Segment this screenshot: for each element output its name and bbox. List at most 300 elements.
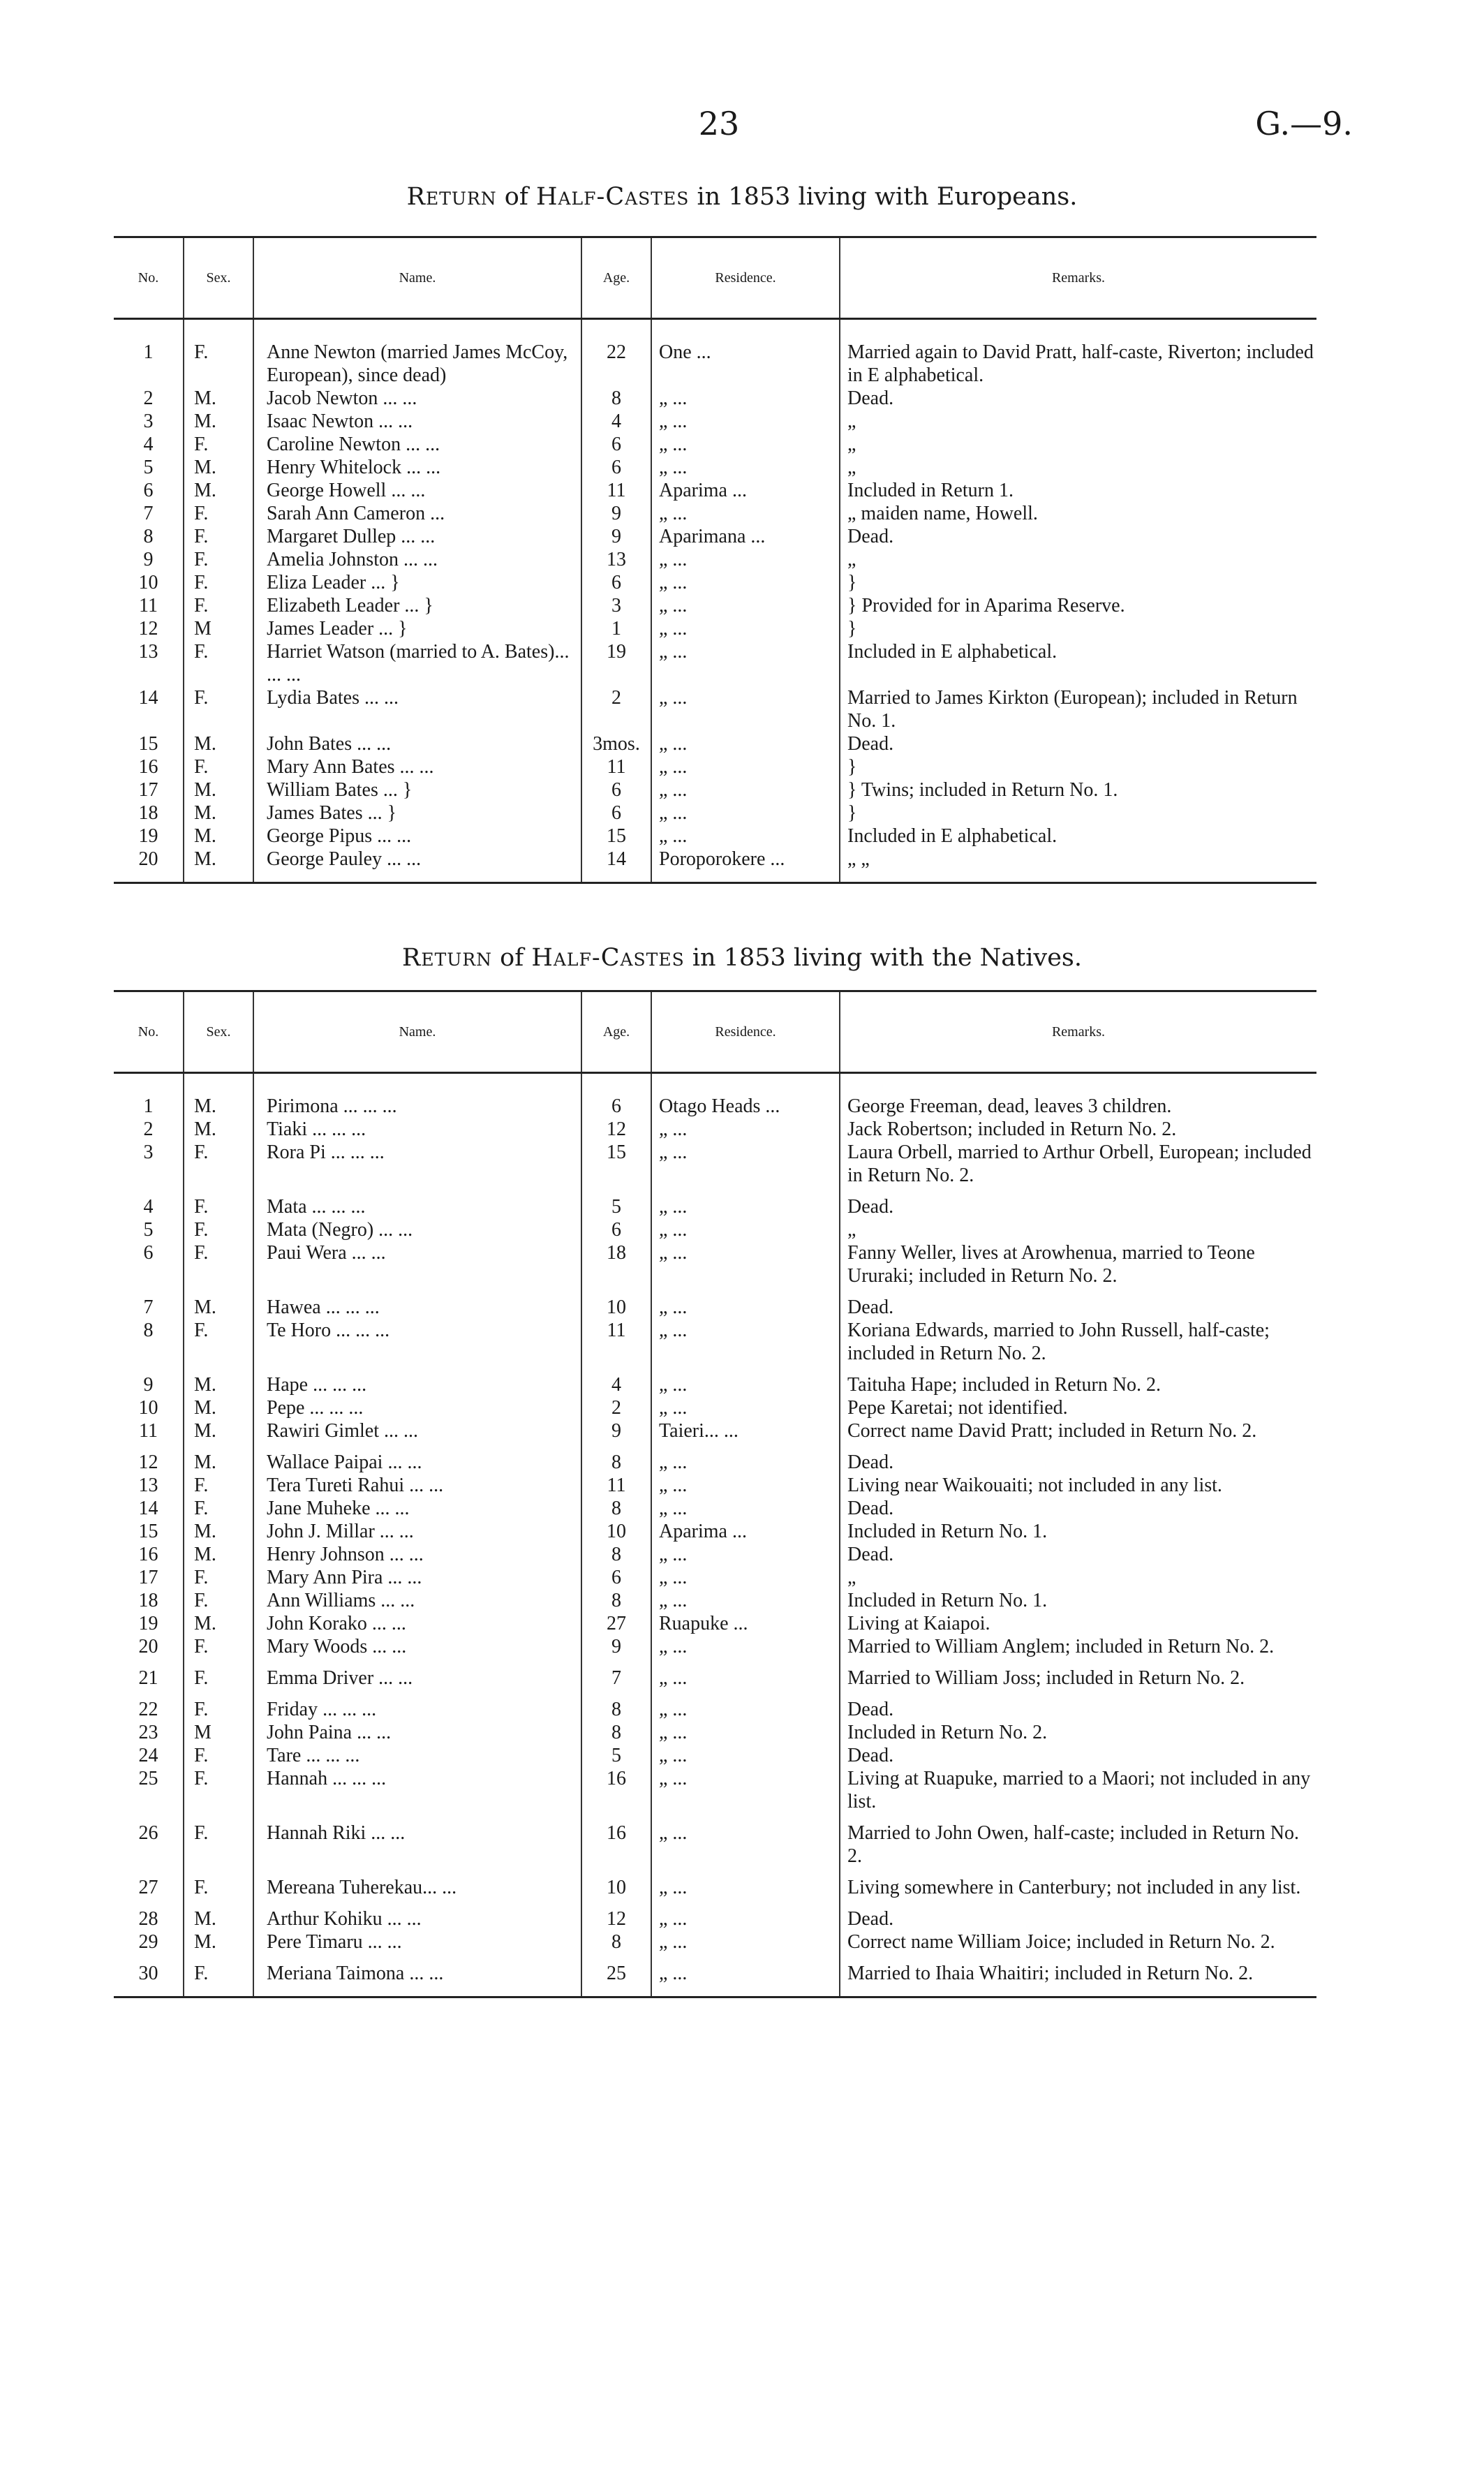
table-row xyxy=(114,1543,1316,1566)
cell-remarks: Dead. xyxy=(847,1908,894,1930)
cell-name: Mereana Tuherekau... ... xyxy=(253,1868,581,1899)
cell-sex: F. xyxy=(184,1141,253,1187)
cell-no: 13 xyxy=(114,640,184,686)
cell-age: 8 xyxy=(581,387,651,410)
cell-no: 12 xyxy=(114,1442,184,1474)
cell-no: 6 xyxy=(114,1241,184,1287)
cell-residence: „ ... xyxy=(651,825,840,848)
cell-name: Amelia Johnston ... ... xyxy=(253,548,581,571)
cell-age: 11 xyxy=(581,1474,651,1497)
cell-no: 25 xyxy=(114,1767,184,1813)
cell-remarks: Correct name William Joice; included in Return No. 2. xyxy=(847,1931,1275,1953)
cell-remarks: Jack Robertson; included in Return No. 2. xyxy=(847,1118,1177,1140)
cell-sex: F. xyxy=(184,1953,253,1997)
cell-residence: „ ... xyxy=(651,1658,840,1690)
cell-age: 22 xyxy=(581,319,651,387)
table-row xyxy=(114,571,1316,594)
cell-residence: „ ... xyxy=(651,1635,840,1658)
cell-name: Pere Timaru ... ... xyxy=(253,1930,581,1953)
table1-title xyxy=(0,183,1484,211)
cell-sex: F. xyxy=(184,502,253,525)
table-row xyxy=(114,1319,1316,1365)
cell-name: Paui Wera ... ... xyxy=(253,1241,581,1287)
table2-title-prefix: Return xyxy=(401,944,493,972)
cell-residence: Aparima ... xyxy=(651,479,840,502)
natives-return-table xyxy=(114,990,1316,1998)
cell-no: 19 xyxy=(114,825,184,848)
table-row xyxy=(114,1141,1316,1187)
cell-no: 3 xyxy=(114,1141,184,1187)
cell-name: Jane Muheke ... ... xyxy=(253,1497,581,1520)
cell-residence: „ ... xyxy=(651,1767,840,1813)
cell-sex: F. xyxy=(184,548,253,571)
cell-name: Rawiri Gimlet ... ... xyxy=(253,1419,581,1442)
cell-remarks: Dead. xyxy=(847,387,894,409)
cell-no: 9 xyxy=(114,548,184,571)
cell-sex: M. xyxy=(184,848,253,883)
table-row xyxy=(114,410,1316,433)
cell-remarks: Married to William Joss; included in Return No. 2. xyxy=(847,1667,1245,1689)
cell-residence: „ ... xyxy=(651,1566,840,1589)
cell-no: 3 xyxy=(114,410,184,433)
cell-name: Mata (Negro) ... ... xyxy=(253,1218,581,1241)
cell-age: 13 xyxy=(581,548,651,571)
cell-residence: „ ... xyxy=(651,1474,840,1497)
table-row xyxy=(114,1474,1316,1497)
table2-title-of: of xyxy=(500,944,524,972)
cell-sex: F. xyxy=(184,1218,253,1241)
cell-no: 12 xyxy=(114,617,184,640)
table-row xyxy=(114,732,1316,755)
cell-age: 6 xyxy=(581,1218,651,1241)
cell-remarks: Living at Kaiapoi. xyxy=(847,1613,990,1634)
table-row xyxy=(114,1953,1316,1997)
table-row xyxy=(114,502,1316,525)
cell-residence: „ ... xyxy=(651,686,840,732)
cell-name: William Bates ... } xyxy=(253,778,581,802)
cell-remarks: Dead. xyxy=(847,1544,894,1565)
cell-name: Friday ... ... ... xyxy=(253,1690,581,1721)
cell-age: 7 xyxy=(581,1658,651,1690)
cell-age: 14 xyxy=(581,848,651,883)
cell-no: 8 xyxy=(114,1319,184,1365)
cell-residence: Ruapuke ... xyxy=(651,1612,840,1635)
cell-no: 17 xyxy=(114,1566,184,1589)
cell-name: Meriana Taimona ... ... xyxy=(253,1953,581,1997)
cell-age: 6 xyxy=(581,433,651,456)
table-row xyxy=(114,1497,1316,1520)
table2-title-rest: in 1853 living with the Natives. xyxy=(692,944,1082,972)
cell-remarks: } xyxy=(847,572,857,593)
cell-remarks: „ xyxy=(847,1219,856,1241)
table-row xyxy=(114,755,1316,778)
cell-residence: „ ... xyxy=(651,778,840,802)
table-row xyxy=(114,802,1316,825)
cell-no: 22 xyxy=(114,1690,184,1721)
cell-name: Hannah Riki ... ... xyxy=(253,1813,581,1868)
cell-remarks: „ xyxy=(847,457,856,478)
cell-remarks: Included in Return No. 2. xyxy=(847,1722,1048,1743)
cell-no: 2 xyxy=(114,387,184,410)
cell-residence: „ ... xyxy=(651,433,840,456)
cell-age: 12 xyxy=(581,1118,651,1141)
cell-remarks: Taituha Hape; included in Return No. 2. xyxy=(847,1374,1162,1396)
cell-sex: M. xyxy=(184,1520,253,1543)
cell-sex: F. xyxy=(184,640,253,686)
table-header-row xyxy=(114,237,1316,319)
cell-remarks: Correct name David Pratt; included in Return No. 2. xyxy=(847,1420,1257,1442)
cell-name: Sarah Ann Cameron ... xyxy=(253,502,581,525)
cell-residence: „ ... xyxy=(651,1744,840,1767)
cell-sex: M xyxy=(184,617,253,640)
cell-remarks: Dead. xyxy=(847,1498,894,1519)
cell-name: James Bates ... } xyxy=(253,802,581,825)
cell-sex: M xyxy=(184,1721,253,1744)
cell-remarks: „ xyxy=(847,1567,856,1588)
cell-no: 19 xyxy=(114,1612,184,1635)
cell-remarks: Included in Return No. 1. xyxy=(847,1590,1048,1611)
cell-age: 4 xyxy=(581,410,651,433)
cell-sex: F. xyxy=(184,433,253,456)
cell-sex: F. xyxy=(184,1566,253,1589)
cell-age: 12 xyxy=(581,1899,651,1930)
cell-age: 8 xyxy=(581,1497,651,1520)
cell-name: Elizabeth Leader ... } xyxy=(253,594,581,617)
cell-residence: „ ... xyxy=(651,1365,840,1396)
cell-age: 18 xyxy=(581,1241,651,1287)
table-row xyxy=(114,1419,1316,1442)
cell-no: 10 xyxy=(114,1396,184,1419)
cell-sex: M. xyxy=(184,732,253,755)
cell-age: 6 xyxy=(581,778,651,802)
cell-name: Hannah ... ... ... xyxy=(253,1767,581,1813)
cell-sex: M. xyxy=(184,1543,253,1566)
cell-sex: F. xyxy=(184,686,253,732)
cell-no: 2 xyxy=(114,1118,184,1141)
cell-age: 15 xyxy=(581,825,651,848)
cell-residence: One ... xyxy=(651,319,840,387)
cell-residence: „ ... xyxy=(651,1543,840,1566)
cell-residence: „ ... xyxy=(651,1953,840,1997)
cell-age: 27 xyxy=(581,1612,651,1635)
cell-age: 6 xyxy=(581,802,651,825)
cell-sex: M. xyxy=(184,1073,253,1118)
cell-sex: M. xyxy=(184,1899,253,1930)
cell-age: 8 xyxy=(581,1543,651,1566)
cell-name: George Howell ... ... xyxy=(253,479,581,502)
cell-no: 15 xyxy=(114,1520,184,1543)
page-number: 23 xyxy=(698,105,740,142)
cell-name: Margaret Dullep ... ... xyxy=(253,525,581,548)
cell-residence: „ ... xyxy=(651,1218,840,1241)
cell-remarks: Dead. xyxy=(847,1745,894,1766)
cell-age: 5 xyxy=(581,1744,651,1767)
table-row xyxy=(114,1690,1316,1721)
cell-residence: „ ... xyxy=(651,640,840,686)
table-row xyxy=(114,1658,1316,1690)
table-header-row xyxy=(114,991,1316,1073)
cell-remarks: Dead. xyxy=(847,1297,894,1318)
cell-residence: „ ... xyxy=(651,456,840,479)
cell-remarks: } Twins; included in Return No. 1. xyxy=(847,779,1118,801)
cell-remarks: Included in Return 1. xyxy=(847,480,1014,501)
cell-name: Henry Whitelock ... ... xyxy=(253,456,581,479)
cell-no: 5 xyxy=(114,1218,184,1241)
table1-title-of: of xyxy=(504,183,528,211)
table-row xyxy=(114,848,1316,883)
cell-age: 8 xyxy=(581,1690,651,1721)
table-row xyxy=(114,433,1316,456)
cell-no: 9 xyxy=(114,1365,184,1396)
header-sex: Sex. xyxy=(184,237,253,319)
cell-sex: F. xyxy=(184,525,253,548)
cell-remarks: Dead. xyxy=(847,1699,894,1720)
cell-residence: „ ... xyxy=(651,802,840,825)
cell-age: 10 xyxy=(581,1287,651,1319)
cell-age: 11 xyxy=(581,755,651,778)
cell-remarks: Koriana Edwards, married to John Russell, half-caste; included in Return No. 2. xyxy=(847,1320,1270,1364)
document-code: G.—9. xyxy=(1255,105,1353,142)
cell-residence: „ ... xyxy=(651,1396,840,1419)
cell-name: James Leader ... } xyxy=(253,617,581,640)
cell-sex: M. xyxy=(184,1612,253,1635)
cell-remarks: Living at Ruapuke, married to a Maori; not included in any list. xyxy=(847,1768,1311,1812)
cell-remarks: } Provided for in Aparima Reserve. xyxy=(847,595,1125,616)
cell-age: 6 xyxy=(581,571,651,594)
table-row xyxy=(114,1930,1316,1953)
cell-sex: M. xyxy=(184,1365,253,1396)
cell-residence: „ ... xyxy=(651,755,840,778)
cell-no: 20 xyxy=(114,848,184,883)
cell-residence: „ ... xyxy=(651,1497,840,1520)
cell-residence: „ ... xyxy=(651,1287,840,1319)
cell-age: 6 xyxy=(581,1073,651,1118)
cell-no: 17 xyxy=(114,778,184,802)
cell-remarks: } xyxy=(847,618,857,640)
cell-residence: Aparimana ... xyxy=(651,525,840,548)
cell-remarks: Included in Return No. 1. xyxy=(847,1521,1048,1542)
cell-age: 2 xyxy=(581,686,651,732)
cell-remarks: Living somewhere in Canterbury; not included in any list. xyxy=(847,1877,1301,1898)
cell-age: 10 xyxy=(581,1520,651,1543)
cell-remarks: Pepe Karetai; not identified. xyxy=(847,1397,1068,1419)
table2-title-sc: Half-Castes xyxy=(531,944,685,972)
table-row xyxy=(114,525,1316,548)
cell-sex: F. xyxy=(184,1497,253,1520)
cell-no: 14 xyxy=(114,1497,184,1520)
table-row xyxy=(114,594,1316,617)
table-row xyxy=(114,1365,1316,1396)
cell-no: 5 xyxy=(114,456,184,479)
cell-sex: F. xyxy=(184,1744,253,1767)
cell-remarks: } xyxy=(847,802,857,824)
cell-name: Mary Woods ... ... xyxy=(253,1635,581,1658)
table-row xyxy=(114,778,1316,802)
cell-name: Tare ... ... ... xyxy=(253,1744,581,1767)
cell-name: Pepe ... ... ... xyxy=(253,1396,581,1419)
table-row xyxy=(114,1721,1316,1744)
table-row xyxy=(114,1635,1316,1658)
cell-residence: „ ... xyxy=(651,1187,840,1218)
cell-residence: „ ... xyxy=(651,1690,840,1721)
cell-remarks: Included in E alphabetical. xyxy=(847,641,1058,663)
cell-residence: „ ... xyxy=(651,1141,840,1187)
cell-name: Caroline Newton ... ... xyxy=(253,433,581,456)
cell-age: 16 xyxy=(581,1813,651,1868)
table-row xyxy=(114,1187,1316,1218)
cell-residence: Taieri... ... xyxy=(651,1419,840,1442)
cell-sex: F. xyxy=(184,1767,253,1813)
table1-title-sc: Half-Castes xyxy=(535,183,690,211)
cell-age: 2 xyxy=(581,1396,651,1419)
table2-title xyxy=(0,944,1484,972)
cell-name: Isaac Newton ... ... xyxy=(253,410,581,433)
cell-sex: F. xyxy=(184,1187,253,1218)
cell-sex: M. xyxy=(184,1442,253,1474)
header-no: No. xyxy=(114,991,184,1073)
cell-age: 4 xyxy=(581,1365,651,1396)
cell-age: 25 xyxy=(581,1953,651,1997)
cell-remarks: Dead. xyxy=(847,733,894,755)
cell-no: 11 xyxy=(114,1419,184,1442)
cell-age: 6 xyxy=(581,456,651,479)
cell-residence: „ ... xyxy=(651,1118,840,1141)
cell-remarks: Married to William Anglem; included in Return No. 2. xyxy=(847,1636,1275,1657)
cell-remarks: Married again to David Pratt, half-caste, Riverton; included in E alphabetical. xyxy=(847,341,1314,386)
cell-sex: M. xyxy=(184,479,253,502)
cell-no: 1 xyxy=(114,319,184,387)
table1-title-rest: in 1853 living with Europeans. xyxy=(697,183,1078,211)
cell-no: 7 xyxy=(114,502,184,525)
cell-residence: „ ... xyxy=(651,1721,840,1744)
cell-no: 6 xyxy=(114,479,184,502)
cell-age: 11 xyxy=(581,1319,651,1365)
cell-sex: M. xyxy=(184,1396,253,1419)
cell-name: John Korako ... ... xyxy=(253,1612,581,1635)
cell-age: 19 xyxy=(581,640,651,686)
table-row xyxy=(114,686,1316,732)
cell-sex: F. xyxy=(184,1241,253,1287)
cell-age: 1 xyxy=(581,617,651,640)
table-row xyxy=(114,825,1316,848)
cell-age: 9 xyxy=(581,1419,651,1442)
table-row xyxy=(114,1767,1316,1813)
cell-sex: M. xyxy=(184,825,253,848)
cell-residence: Otago Heads ... xyxy=(651,1073,840,1118)
cell-no: 18 xyxy=(114,1589,184,1612)
table-row xyxy=(114,319,1316,387)
cell-remarks: Married to Ihaia Whaitiri; included in Return No. 2. xyxy=(840,1953,1316,1997)
table-row xyxy=(114,1566,1316,1589)
cell-sex: F. xyxy=(184,1868,253,1899)
cell-name: Mata ... ... ... xyxy=(253,1187,581,1218)
cell-name: John Paina ... ... xyxy=(253,1721,581,1744)
table-row xyxy=(114,1287,1316,1319)
header-name: Name. xyxy=(253,237,581,319)
cell-no: 8 xyxy=(114,525,184,548)
cell-sex: M. xyxy=(184,1419,253,1442)
cell-age: 10 xyxy=(581,1868,651,1899)
table-row xyxy=(114,617,1316,640)
header-remarks: Remarks. xyxy=(840,237,1316,319)
table-row xyxy=(114,1612,1316,1635)
cell-age: 6 xyxy=(581,1566,651,1589)
cell-remarks: Laura Orbell, married to Arthur Orbell, European; included in Return No. 2. xyxy=(847,1142,1312,1186)
cell-sex: F. xyxy=(184,1589,253,1612)
cell-residence: „ ... xyxy=(651,387,840,410)
table1-title-prefix: Return xyxy=(406,183,497,211)
cell-no: 20 xyxy=(114,1635,184,1658)
cell-name: Tera Tureti Rahui ... ... xyxy=(253,1474,581,1497)
cell-no: 26 xyxy=(114,1813,184,1868)
cell-remarks: Included in E alphabetical. xyxy=(847,825,1058,847)
cell-remarks: George Freeman, dead, leaves 3 children. xyxy=(847,1095,1172,1117)
cell-sex: M. xyxy=(184,456,253,479)
europeans-return-table xyxy=(114,236,1316,884)
cell-remarks: Dead. xyxy=(847,1451,894,1473)
cell-sex: F. xyxy=(184,1658,253,1690)
cell-sex: M. xyxy=(184,802,253,825)
cell-name: Rora Pi ... ... ... xyxy=(253,1141,581,1187)
header-no: No. xyxy=(114,237,184,319)
header-remarks: Remarks. xyxy=(840,991,1316,1073)
cell-no: 24 xyxy=(114,1744,184,1767)
cell-no: 21 xyxy=(114,1658,184,1690)
table-row xyxy=(114,548,1316,571)
cell-remarks: Living near Waikouaiti; not included in any list. xyxy=(847,1475,1222,1496)
cell-age: 9 xyxy=(581,502,651,525)
cell-sex: F. xyxy=(184,1690,253,1721)
cell-name: Tiaki ... ... ... xyxy=(253,1118,581,1141)
cell-no: 1 xyxy=(114,1073,184,1118)
cell-residence: „ ... xyxy=(651,1813,840,1868)
table-row xyxy=(114,1241,1316,1287)
cell-sex: F. xyxy=(184,1474,253,1497)
cell-sex: F. xyxy=(184,319,253,387)
cell-name: Mary Ann Bates ... ... xyxy=(253,755,581,778)
table-row xyxy=(114,1868,1316,1899)
cell-residence: „ ... xyxy=(651,1930,840,1953)
cell-name: John Bates ... ... xyxy=(253,732,581,755)
cell-remarks: „ „ xyxy=(840,848,1316,883)
cell-name: George Pipus ... ... xyxy=(253,825,581,848)
table-row xyxy=(114,1899,1316,1930)
cell-sex: F. xyxy=(184,571,253,594)
table-row xyxy=(114,1218,1316,1241)
table-row xyxy=(114,1589,1316,1612)
cell-sex: F. xyxy=(184,755,253,778)
cell-age: 9 xyxy=(581,1635,651,1658)
cell-residence: „ ... xyxy=(651,410,840,433)
cell-no: 23 xyxy=(114,1721,184,1744)
cell-no: 4 xyxy=(114,1187,184,1218)
cell-no: 29 xyxy=(114,1930,184,1953)
cell-name: Ann Williams ... ... xyxy=(253,1589,581,1612)
cell-remarks: Married to James Kirkton (European); included in Return No. 1. xyxy=(847,687,1298,732)
cell-age: 3 xyxy=(581,594,651,617)
cell-sex: F. xyxy=(184,1813,253,1868)
cell-name: Eliza Leader ... } xyxy=(253,571,581,594)
table-row xyxy=(114,1520,1316,1543)
cell-no: 28 xyxy=(114,1899,184,1930)
table-row xyxy=(114,387,1316,410)
cell-remarks: „ maiden name, Howell. xyxy=(847,503,1038,524)
cell-sex: M. xyxy=(184,1930,253,1953)
table-row xyxy=(114,479,1316,502)
header-age: Age. xyxy=(581,991,651,1073)
cell-no: 4 xyxy=(114,433,184,456)
cell-residence: „ ... xyxy=(651,594,840,617)
